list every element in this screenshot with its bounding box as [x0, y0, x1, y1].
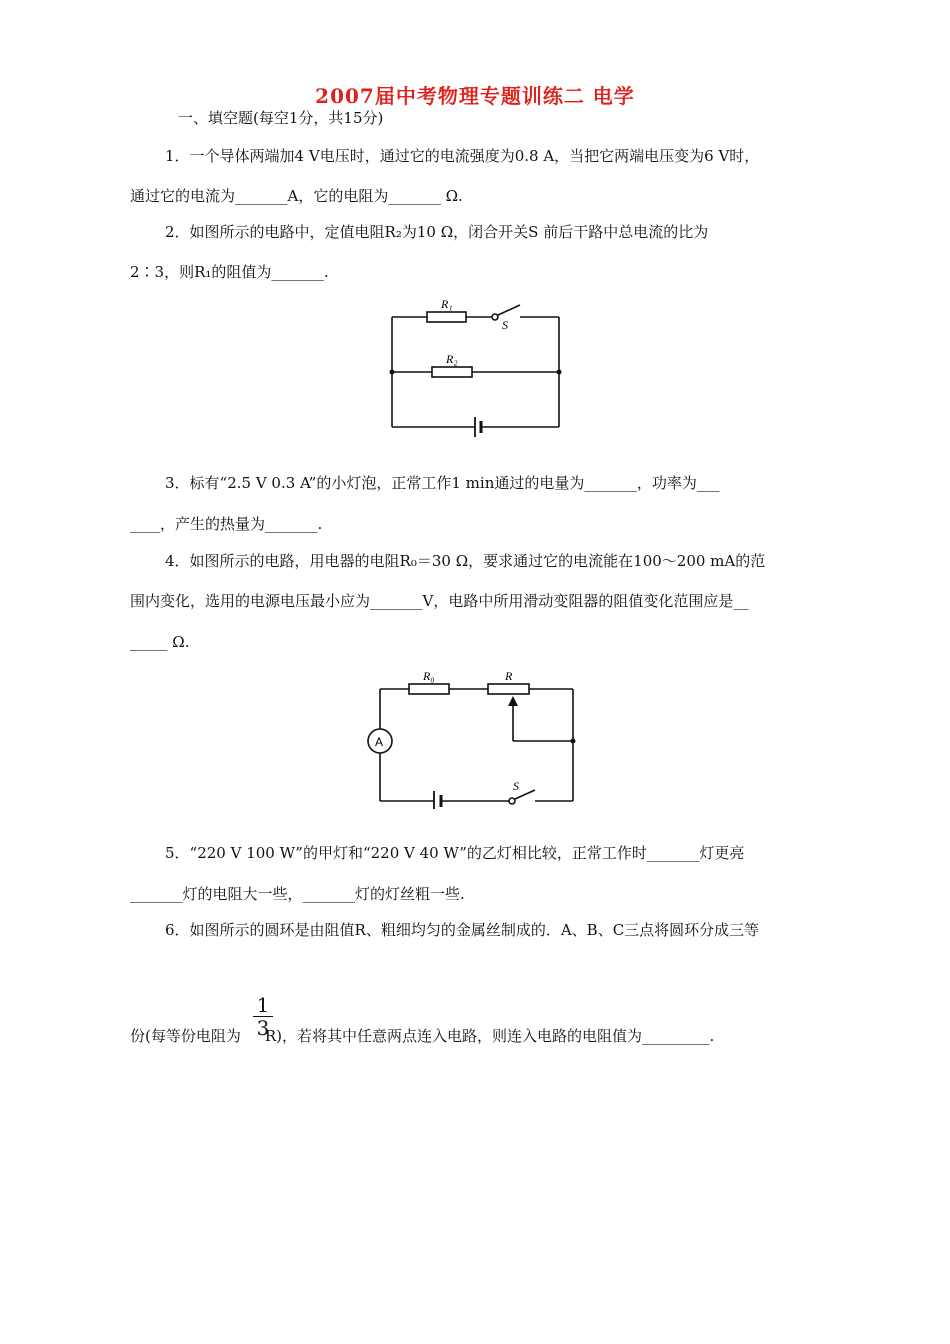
page-title: 2007届中考物理专题训练二 电学: [315, 84, 635, 108]
circuit-diagram-2: [364, 663, 580, 809]
question-5-line-1: 5．“220 V 100 W”的甲灯和“220 V 40 W”的乙灯相比较，正常工作时_______灯更亮: [165, 844, 745, 862]
fraction-denominator: 3: [256, 1016, 270, 1040]
question-4-line-1: 4．如图所示的电路，用电器的电阻R₀＝30 Ω，要求通过它的电流能在100～200 mA的范: [165, 552, 766, 570]
question-1-line-2: 通过它的电流为_______A，它的电阻为_______ Ω.: [130, 187, 463, 205]
question-2-line-1: 2．如图所示的电路中，定值电阻R₂为10 Ω，闭合开关S 前后干路中总电流的比为: [165, 223, 709, 241]
label-r1: R₁: [441, 297, 453, 311]
fraction-numerator: 1: [253, 994, 273, 1017]
question-3-line-2: ____，产生的热量为_______.: [130, 515, 323, 533]
question-4-line-2: 围内变化，选用的电源电压最小应为_______V，电路中所用滑动变阻器的阻值变化范围应是__: [130, 592, 749, 610]
question-6-line-2-pre: 份(每等份电阻为: [130, 1027, 241, 1045]
question-2-line-2: 2∶3，则R₁的阻值为_______.: [130, 263, 329, 281]
question-6-line-2: [130, 1026, 714, 1046]
label-switch: S: [502, 318, 508, 332]
ammeter-label: A: [375, 735, 384, 749]
label-r2: R₂: [446, 352, 458, 366]
question-6-line-1: 6．如图所示的圆环是由阻值R、粗细均匀的金属丝制成的．A、B、C三点将圆环分成三等: [165, 921, 760, 939]
question-5-line-2: _______灯的电阻大一些，_______灯的灯丝粗一些.: [130, 885, 465, 903]
label-r: R: [505, 669, 513, 683]
question-3-line-1: 3．标有“2.5 V 0.3 A”的小灯泡，正常工作1 min通过的电量为_______，功率为___: [165, 474, 720, 492]
label-r0: R₀: [423, 669, 435, 683]
question-6-line-2-post: R)，若将其中任意两点连入电路，则连入电路的电阻值为_________.: [264, 1027, 715, 1045]
label-switch: S: [513, 779, 519, 793]
question-4-line-3: _____ Ω.: [130, 633, 190, 651]
question-1-line-1: 1．一个导体两端加4 V电压时，通过它的电流强度为0.8 A，当把它两端电压变为6 V时，: [165, 147, 760, 165]
section-heading: 一、填空题(每空1分，共15分): [178, 109, 384, 127]
circuit-diagram-1: [386, 297, 568, 441]
